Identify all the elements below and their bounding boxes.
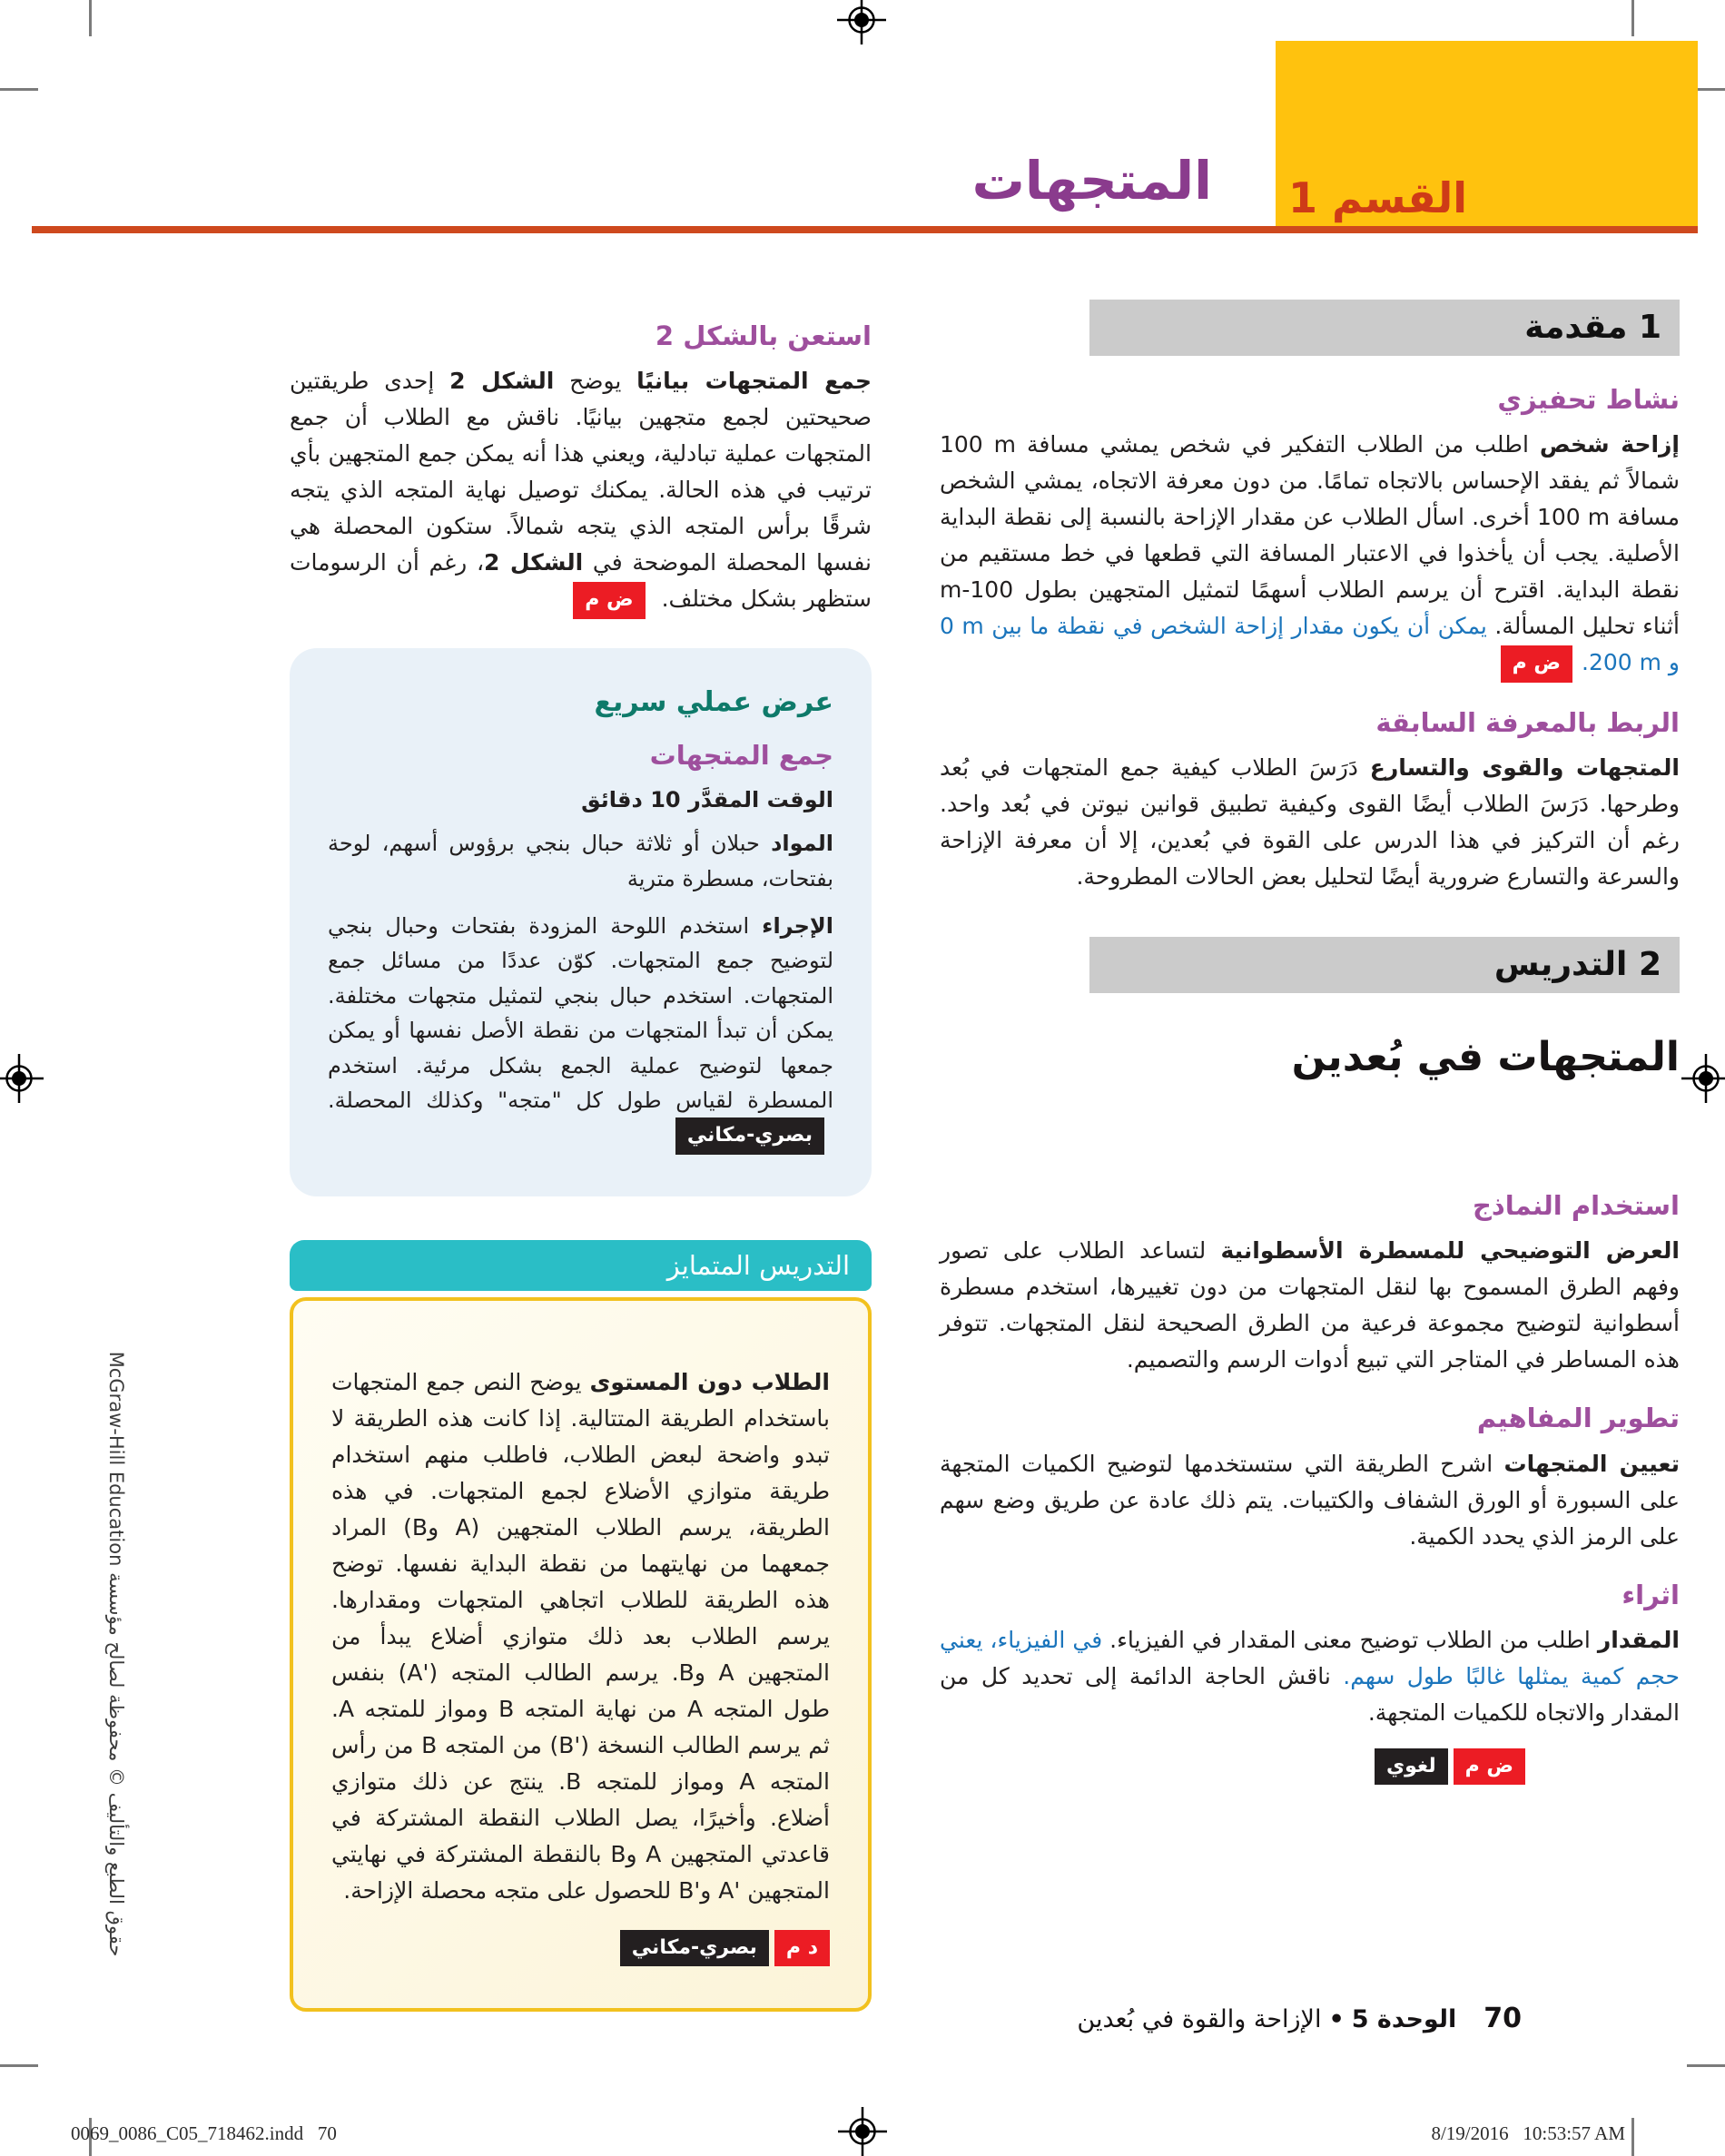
answer-note: في الفيزياء، يعني حجم كمية يمثلها غالبًا طول سهم. <box>940 1626 1680 1689</box>
paragraph-lead: جمع المتجهات بيانيًا <box>636 368 872 395</box>
badge-row <box>940 1747 1525 1785</box>
step-bar-label: 2 التدريس <box>1493 946 1661 983</box>
heading-use-figure: استعن بالشكل 2 <box>655 320 872 351</box>
registration-mark-icon <box>836 0 887 45</box>
standard-badge: ض م <box>1501 645 1572 683</box>
quick-demo-subtitle: جمع المتجهات <box>649 739 833 771</box>
badge-row <box>331 1929 830 1966</box>
registration-mark-icon <box>837 2106 888 2156</box>
paragraph-prior-knowledge: المتجهات والقوى والتسارع دَرَسَ الطلاب كيفية جمع المتجهات في بُعد وطرحها. دَرَسَ الطلاب أيضًا القوى وكيفية تطبيق قوانين نيوتن في بُعد واحد. رغم أن التركيز في هذا الدرس على القوة في بُعدين، إلا أن معرفة الإزاحة والسرعة والتسارع ضرورية أيضًا لتحليل بعض الحالات المطروحة. <box>940 753 1680 890</box>
skill-badge: بصري-مكاني <box>675 1117 824 1155</box>
paragraph-lead: الطلاب دون المستوى <box>589 1368 830 1395</box>
section-number-label: القسم 1 <box>1288 173 1468 222</box>
paragraph-motivation: إزاحة شخص اطلب من الطلاب التفكير في شخص يمشي مسافة ‎100 m‎ شمالاً ثم يفقد الإحساس بالاتجاه تمامًا. من دون معرفة الاتجاه، يمشي الشخص مسافة ‎100 m‎ أخرى. اسأل الطلاب عن مقدار الإزاحة بالنسبة إلى نقطة البداية الأصلية. يجب أن يأخذوا في الاعتبار المسافة التي قطعها في خط مستقيم من نقطة البداية. اقترح أن يرسم الطلاب أسهمًا لتمثيل المتجهين بطول 100-m أثناء تحليل المسألة. يمكن أن يكون مقدار إزاحة الشخص في نقطة ما بين ‎0 m‎ و ‎200 m‎.ض م <box>940 427 1680 682</box>
registration-mark-icon <box>0 1053 44 1104</box>
skill-badge: لغوي <box>1375 1748 1448 1786</box>
heading-enrichment: اثراء <box>1622 1579 1680 1610</box>
quick-demo-title: عرض عملي سريع <box>594 685 833 718</box>
footer-bullet: • <box>1328 2005 1345 2033</box>
copyright-sidebar: حقوق الطبع والتأليف © محفوظة لصالح مؤسسة McGraw-Hill Education <box>105 1351 127 1957</box>
skill-badge: بصري-مكاني <box>620 1930 769 1967</box>
page-footer <box>1077 2003 1522 2034</box>
procedure-paragraph: الإجراء استخدم اللوحة المزودة بفتحات وحبال بنجي لتوضيح جمع المتجهات. كوّن عددًا من مسائل جمع المتجهات. استخدم حبال بنجي لتمثيل متجهات مختلفة. يمكن أن تبدأ المتجهات من نقطة الأصل نفسها أو يمكن جمعها لتوضيح عملية الجمع بشكل مرئية. استخدم المسطرة لقياس طول كل "متجه" وكذلك المحصلة. بصري-مكاني <box>328 909 833 1155</box>
crop-mark-icon <box>1631 2118 1634 2156</box>
standard-badge: د م <box>774 1930 830 1967</box>
heading-prior-knowledge: الربط بالمعرفة السابقة <box>1375 706 1680 738</box>
section-banner <box>1276 41 1698 230</box>
step-bar-teach <box>1089 937 1680 993</box>
paragraph-lead: تعيين المتجهات <box>1503 1450 1681 1477</box>
differentiated-instruction-box <box>290 1240 872 2012</box>
unit-label: الوحدة 5 <box>1351 2005 1457 2033</box>
crop-mark-icon <box>1687 2064 1725 2067</box>
paragraph-lead: العرض التوضيحي للمسطرة الأسطوانية <box>1220 1237 1680 1265</box>
unit-title: الإزاحة والقوة في بُعدين <box>1077 2005 1322 2033</box>
page-number: 70 <box>1484 2003 1522 2034</box>
crop-mark-icon <box>89 0 92 36</box>
support-column <box>290 320 872 2012</box>
print-date-slug: 8/19/2016 10:53:57 AM <box>1431 2122 1625 2144</box>
standard-badge: ض م <box>1454 1748 1525 1786</box>
crop-mark-icon <box>0 2064 38 2067</box>
differentiated-instruction-body <box>290 1297 872 2012</box>
heading-motivation-activity: نشاط تحفيزي <box>1497 384 1680 415</box>
heading-using-models: استخدام النماذج <box>1472 1190 1680 1222</box>
registration-mark-icon <box>1681 1053 1725 1104</box>
paragraph-concept-development: تعيين المتجهات اشرح الطريقة التي ستستخدمها لتوضيح الكميات المتجهة على السبورة أو الورق الشفاف والكتيبات. يتم ذلك عادة عن طريق وضع سهم على الرمز الذي يحدد الكمية. <box>940 1450 1681 1550</box>
heading-concept-development: تطوير المفاهيم <box>1476 1403 1680 1434</box>
crop-mark-icon <box>1631 0 1634 36</box>
paragraph-use-figure: جمع المتجهات بيانيًا يوضح الشكل 2 إحدى طريقتين صحيحتين لجمع متجهين بيانيًا. ناقش مع الطلاب أن جمع المتجهات عملية تبادلية، ويعني هذا أنه يمكن جمع المتجهين بأي ترتيب في هذه الحالة. يمكنك توصيل نهاية المتجه الذي يتجه شرقًا برأس المتجه الذي يتجه شمالاً. ستكون المحصلة هي نفسها المحصلة الموضحة في الشكل 2، رغم أن الرسومات ستظهر بشكل مختلف. ض م <box>290 363 872 618</box>
paragraph-enrichment: المقدار اطلب من الطلاب توضيح معنى المقدار في الفيزياء. في الفيزياء، يعني حجم كمية يمثلها غالبًا طول سهم. ناقش الحاجة الدائمة إلى تحديد كل من المقدار والاتجاه للكميات المتجهة. <box>940 1626 1680 1726</box>
paragraph-lead: المتجهات والقوى والتسارع <box>1369 753 1680 781</box>
lesson-title: المتجهات في بُعدين <box>1291 1033 1680 1080</box>
estimated-time-line: الوقت المقدَّر 10 دقائق <box>581 786 833 812</box>
main-column <box>940 300 1680 1785</box>
materials-line: المواد حبلان أو ثلاثة حبال بنجي برؤوس أسهم، لوحة بفتحات، مسطرة مترية <box>328 831 833 891</box>
paragraph-below-level: الطلاب دون المستوى يوضح النص جمع المتجهات باستخدام الطريقة المتتالية. إذا كانت هذه الطريقة لا تبدو واضحة لبعض الطلاب، فاطلب منهم استخدام طريقة متوازي الأضلاع لجمع المتجهات. في هذه الطريقة، يرسم الطلاب المتجهين (A وB) المراد جمعهما من نهايتهما من نقطة البداية نفسها. توضح هذه الطريقة للطلاب اتجاهي المتجهات ومقدارها. يرسم الطلاب بعد ذلك متوازي أضلاع يبدأ من المتجهين A وB. يرسم الطالب المتجه ('A) بنفس طول المتجه A من نهاية المتجه B ومواز للمتجه A. ثم يرسم الطالب النسخة ('B) من المتجه B من رأس المتجه A ومواز للمتجه B. ينتج عن ذلك متوازي أضلاع. وأخيرًا، يصل الطلاب النقطة المشتركة في قاعدتي المتجهين A وB بالنقطة المشتركة في نهايتي المتجهين 'A و'B للحصول على متجه محصلة الإزاحة. <box>331 1368 830 1904</box>
step-bar-label: 1 مقدمة <box>1524 309 1661 347</box>
quick-demo-box <box>290 648 872 1196</box>
paragraph-lead: إزاحة شخص <box>1539 431 1680 458</box>
print-file-slug: 0069_0086_C05_718462.indd 70 <box>71 2122 337 2144</box>
standard-badge: ض م <box>573 582 645 619</box>
paragraph-lead: المواد <box>771 831 833 857</box>
page-title: المتجهات <box>971 150 1212 212</box>
crop-mark-icon <box>0 88 38 91</box>
paragraph-using-models: العرض التوضيحي للمسطرة الأسطوانية لتساعد الطلاب على تصور وفهم الطرق المسموح بها لنقل المتجهات من دون تغييرها، استخدم مسطرة أسطوانية لتوضيح مجموعة فرعية من الطرق الصحيحة لنقل المتجهات. تتوفر هذه المساطر في المتاجر التي تبيع أدوات الرسم والتصميم. <box>940 1237 1680 1373</box>
paragraph-lead: الإجراء <box>762 912 833 939</box>
answer-note: يمكن أن يكون مقدار إزاحة الشخص في نقطة ما بين ‎0 m‎ و ‎200 m‎. <box>940 613 1680 676</box>
paragraph-lead: المقدار <box>1597 1626 1680 1653</box>
differentiated-instruction-header: التدريس المتمايز <box>290 1240 872 1291</box>
header-rule <box>32 226 1698 233</box>
step-bar-introduction <box>1089 300 1680 356</box>
